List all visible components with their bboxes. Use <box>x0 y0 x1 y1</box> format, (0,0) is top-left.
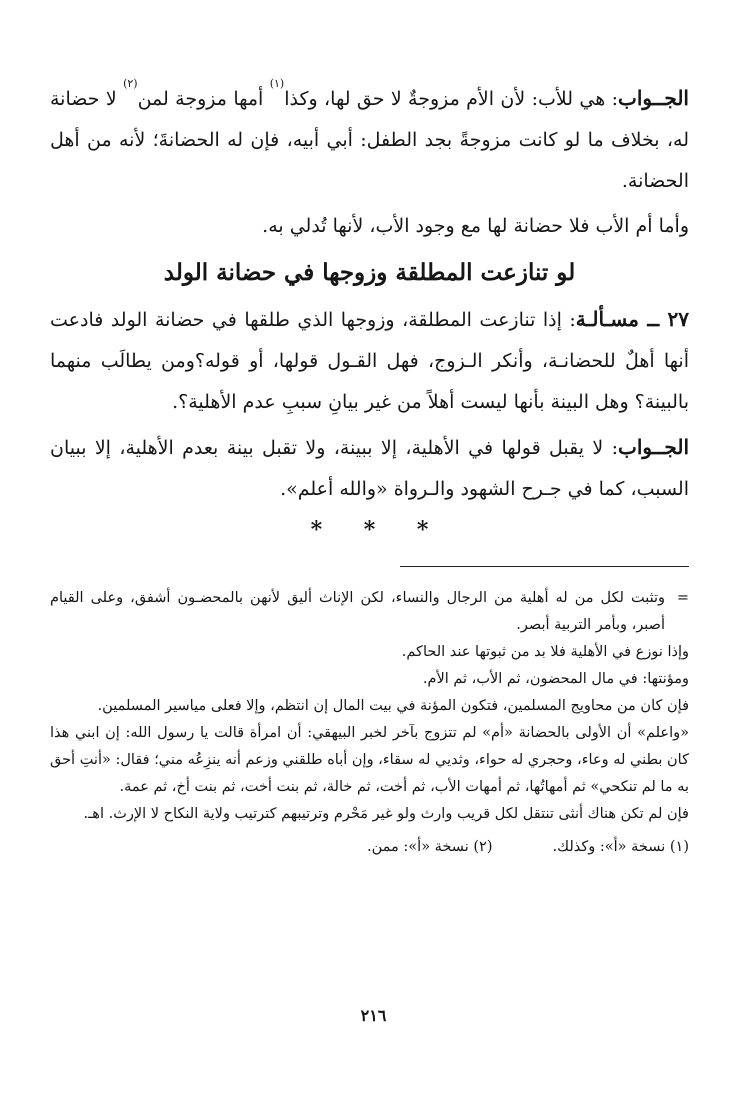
continuation-marker: = <box>676 590 689 606</box>
footnote-1: (١) نسخة «أ»: وكذلك. <box>552 839 689 855</box>
footnote-ref-2: (٢) <box>123 77 138 90</box>
main-text <box>50 78 689 548</box>
answer-paragraph-3 <box>50 427 689 510</box>
note-paragraph: ومؤنتها: في مال المحضون، ثم الأب، ثم الأم. <box>422 671 689 687</box>
answer-paragraph-2: وأما أم الأب فلا حضانة لها مع وجود الأب، لأنها تُدلي به. <box>262 215 689 237</box>
answer-text-b: أمها مزوجة لمن <box>137 88 270 110</box>
footnote-2: (٢) نسخة «أ»: ممن. <box>367 839 493 855</box>
answer-label-2: الجــواب <box>618 435 689 459</box>
footnote-ref-1: (١) <box>269 77 285 90</box>
note-text-1: وتثبت لكل من له أهلية من الرجال والنساء، لكن الإناث أليق لأنهن بالمحضـون أشفق، وعلى القيام أصبر، وبأمر التربية أبصر. <box>50 590 665 633</box>
footnote-divider <box>400 566 689 567</box>
question-text: : إذا تنازعت المطلقة، وزوجها الذي طلقها في حضانة الولد فادعت أنها أهلٌ للحضانـة، وأنكر الـزوج، فهل القـول قولها، أو قوله؟ومن يطالَب منهما بالبينة؟ وهل البينة بأنها ليست أهلاً من غير بيانِ سببِ عدم الأهلية؟. <box>50 309 689 413</box>
footnote-list <box>50 832 689 862</box>
answer-text-a: : هي للأب: لأن الأم مزوجةٌ لا حق لها، وكذا <box>284 88 618 110</box>
answer-paragraph-1 <box>50 78 689 202</box>
answer-text-c: لا حضانة له، بخلاف ما لو كانت مزوجةً بجد الطفل: أبي أبيه، فإن له الحضانةَ؛ لأنه من أهل الحضانة. <box>50 88 689 192</box>
note-paragraph: وإذا نوزع في الأهلية فلا بد من ثبوتها عند الحاكم. <box>401 644 689 660</box>
note-paragraph: فإن كان من محاويج المسلمين، فتكون المؤنة في بيت المال إن انتظم، وإلا فعلى مياسير المسلمين. <box>97 698 689 714</box>
question-paragraph <box>50 299 689 423</box>
page-number: ٢١٦ <box>360 1006 387 1025</box>
note-paragraph: «واعلم» أن الأولى بالحضانة «أم» لم تتزوج بآخر لخبر البيهقي: أن امرأة قالت يا رسول الله: إن ابني هذا كان بطني له وعاء، وحجري له حواء، وثديي له سقاء، وإن أباه طلقني وزعم أنه ينزِعُه مني؛ فقال: «أنتِ أحق به ما لم تنكحي» ثم أمهاتُها، ثم أمهات الأب، ثم أخت، ثم خالة، ثم بنت أخت، ثم بنت أخ، ثم عمة. <box>50 725 689 795</box>
section-separator-stars: * * * <box>310 517 429 543</box>
question-label: ٢٧ ــ مسـألـة <box>575 307 689 331</box>
footnotes-area <box>50 585 689 862</box>
answer-text-3: : لا يقبل قولها في الأهلية، إلا ببينة، ولا تقبل بينة بعدم الأهلية، إلا ببيان السبب، كما في جـرح الشهود والـرواة «والله أعلم». <box>50 437 689 500</box>
answer-label: الجــواب <box>617 86 689 110</box>
section-heading: لو تنازعت المطلقة وزوجها في حضانة الولد <box>163 259 576 286</box>
note-paragraph <box>50 585 689 639</box>
note-paragraph: فإن لم تكن هناك أنثى تنتقل لكل قريب وارث ولو غير مَحْرم وترتيبهم كترتيب ولاية النكاح لا الإرث. اهـ. <box>83 806 689 822</box>
